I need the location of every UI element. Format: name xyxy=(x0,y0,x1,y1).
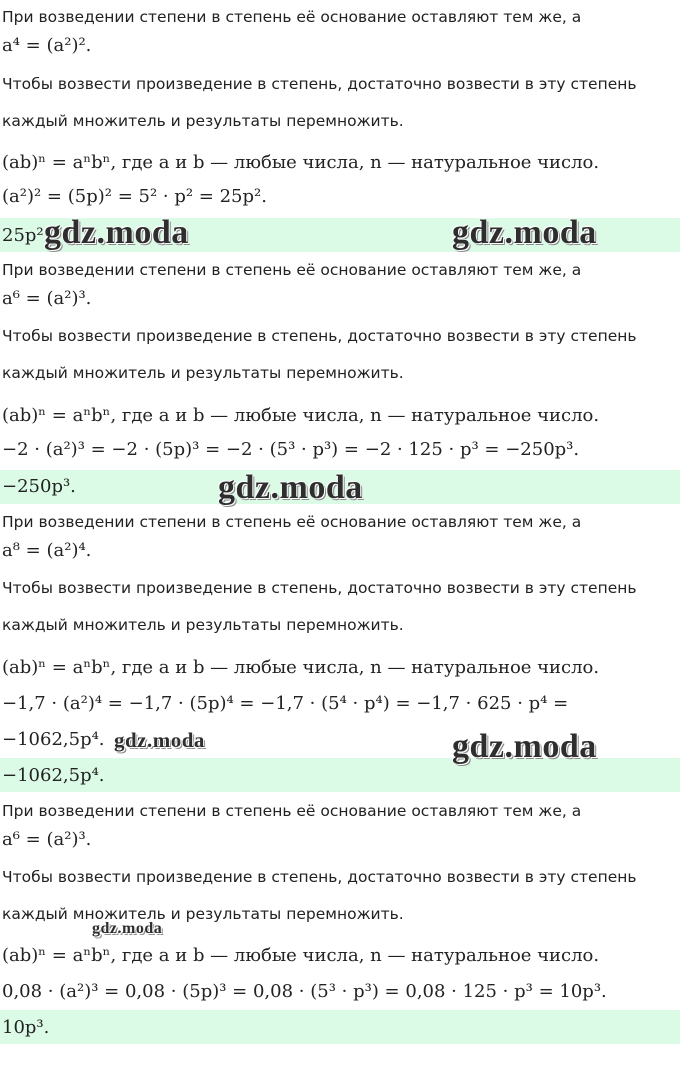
rule-power-of-power: При возведении степени в степень её основание оставляют тем же, а xyxy=(2,802,582,820)
rule-product-line2: каждый множитель и результаты перемножить. xyxy=(2,616,404,634)
answer-band xyxy=(0,1010,680,1044)
answer: 10p³. xyxy=(2,1017,50,1038)
watermark: gdz.moda xyxy=(218,469,363,506)
base-identity: a⁴ = (a²)². xyxy=(2,35,92,56)
rule-power-of-power: При возведении степени в степень её основание оставляют тем же, а xyxy=(2,513,582,531)
rule-power-of-power: При возведении степени в степень её основание оставляют тем же, а xyxy=(2,261,582,279)
answer: −1062,5p⁴. xyxy=(2,765,105,786)
computation: 0,08 · (a²)³ = 0,08 · (5p)³ = 0,08 · (5³ · p³) = 0,08 · 125 · p³ = 10p³. xyxy=(2,981,607,1002)
watermark: gdz.moda xyxy=(452,728,597,765)
base-identity: a⁶ = (a²)³. xyxy=(2,829,92,850)
product-formula: (ab)ⁿ = aⁿbⁿ, где a и b — любые числа, n — натуральное число. xyxy=(2,945,600,966)
rule-product-line1: Чтобы возвести произведение в степень, достаточно возвести в эту степень xyxy=(2,868,637,886)
watermark: gdz.moda xyxy=(92,920,163,937)
rule-product-line1: Чтобы возвести произведение в степень, достаточно возвести в эту степень xyxy=(2,579,637,597)
computation-continued: −1062,5p⁴. xyxy=(2,729,105,750)
rule-product-line2: каждый множитель и результаты перемножить. xyxy=(2,905,404,923)
watermark: gdz.moda xyxy=(44,214,189,251)
answer: 25p² xyxy=(2,225,44,246)
computation: (a²)² = (5p)² = 5² · p² = 25p². xyxy=(2,186,267,207)
rule-power-of-power: При возведении степени в степень её основание оставляют тем же, а xyxy=(2,8,582,26)
rule-product-line2: каждый множитель и результаты перемножить. xyxy=(2,112,404,130)
base-identity: a⁸ = (a²)⁴. xyxy=(2,540,92,561)
computation: −1,7 · (a²)⁴ = −1,7 · (5p)⁴ = −1,7 · (5⁴ · p⁴) = −1,7 · 625 · p⁴ = xyxy=(2,693,569,714)
watermark: gdz.moda xyxy=(114,728,205,752)
base-identity: a⁶ = (a²)³. xyxy=(2,288,92,309)
watermark: gdz.moda xyxy=(452,214,597,251)
product-formula: (ab)ⁿ = aⁿbⁿ, где a и b — любые числа, n — натуральное число. xyxy=(2,152,600,173)
computation: −2 · (a²)³ = −2 · (5p)³ = −2 · (5³ · p³) = −2 · 125 · p³ = −250p³. xyxy=(2,439,580,460)
product-formula: (ab)ⁿ = aⁿbⁿ, где a и b — любые числа, n — натуральное число. xyxy=(2,405,600,426)
rule-product-line1: Чтобы возвести произведение в степень, достаточно возвести в эту степень xyxy=(2,75,637,93)
answer: −250p³. xyxy=(2,476,76,497)
rule-product-line2: каждый множитель и результаты перемножить. xyxy=(2,364,404,382)
rule-product-line1: Чтобы возвести произведение в степень, достаточно возвести в эту степень xyxy=(2,327,637,345)
product-formula: (ab)ⁿ = aⁿbⁿ, где a и b — любые числа, n — натуральное число. xyxy=(2,657,600,678)
